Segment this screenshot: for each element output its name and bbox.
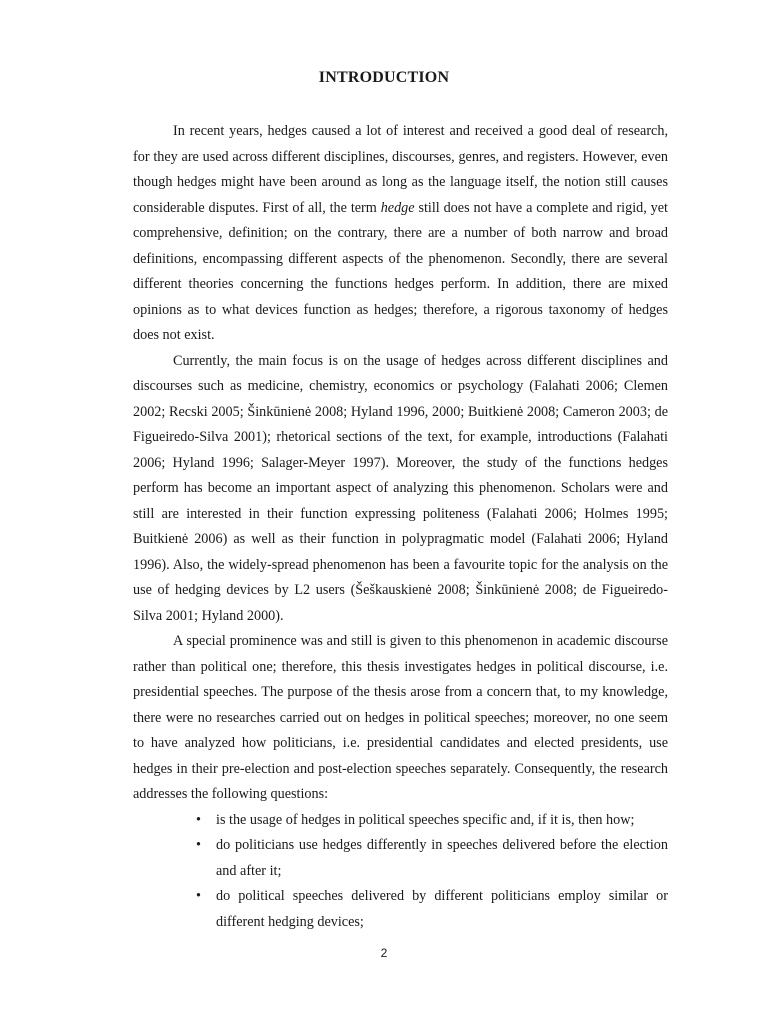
paragraph-1 — [133, 119, 668, 349]
bullet-icon: • — [196, 811, 201, 828]
list-item-text: do politicians use hedges differently in speeches delivered before the election and after it; — [216, 837, 668, 879]
list-item — [133, 833, 668, 884]
bullet-icon: • — [196, 888, 201, 904]
list-item — [133, 884, 668, 935]
term-hedge: hedge — [380, 199, 415, 216]
page-number: 2 — [380, 946, 388, 960]
bullet-icon: • — [196, 837, 201, 853]
paragraph-1-text-b: still does not have a complete and rigid, yet comprehensive, definition; on the contrary, there are a number of both narrow and broad definitions, encompassing different aspects of the phenomenon. Secondly, there are several different theories concerning the functions hedges perform. In addition, there are mixed opinions as to what devices function as hedges; therefore, a rigorous taxonomy of hedges does not exist. — [133, 199, 668, 343]
list-item — [133, 808, 668, 834]
list-item-text: do political speeches delivered by different politicians employ similar or different hedging devices; — [216, 888, 668, 930]
paragraph-2: Currently, the main focus is on the usage of hedges across different disciplines and discourses such as medicine, chemistry, economics or psychology (Falahati 2006; Clemen 2002; Recski 2005; Šinkūnienė 2008; Hyland 1996, 2000; Buitkienė 2008; Cameron 2003; de Figueiredo-Silva 2001); rhetorical sections of the text, for example, introductions (Falahati 2006; Hyland 1996; Salager-Meyer 1997). Moreover, the study of the functions hedges perform has become an important aspect of analyzing this phenomenon. Scholars were and still are interested in their function expressing politeness (Falahati 2006; Holmes 1995; Buitkienė 2006) as well as their function in polypragmatic model (Falahati 2006; Hyland 1996). Also, the widely-spread phenomenon has been a favourite topic for the analysis on the use of hedging devices by L2 users (Šeškauskienė 2008; Šinkūnienė 2008; de Figueiredo-Silva 2001; Hyland 2000). — [133, 352, 668, 624]
document-body — [133, 119, 668, 935]
list-item-text: is the usage of hedges in political speeches specific and, if it is, then how; — [216, 811, 635, 828]
research-questions-list — [133, 808, 668, 936]
paragraph-3: A special prominence was and still is given to this phenomenon in academic discourse rather than political one; therefore, this thesis investigates hedges in political discourse, i.e. presidential speeches. The purpose of the thesis arose from a concern that, to my knowledge, there were no researches carried out on hedges in political speeches; moreover, no one seem to have analyzed how politicians, i.e. presidential candidates and elected presidents, use hedges in their pre-election and post-election speeches separately. Consequently, the research addresses the following questions: — [133, 633, 668, 802]
page-title: INTRODUCTION — [318, 69, 450, 86]
paragraph-1-text-a: In recent years, hedges caused a lot of interest and received a good deal of research, for they are used across different disciplines, discourses, genres, and registers. However, even though hedges might have been around as long as the language itself, the notion still causes considerable disputes. First of all, the term — [133, 123, 668, 216]
